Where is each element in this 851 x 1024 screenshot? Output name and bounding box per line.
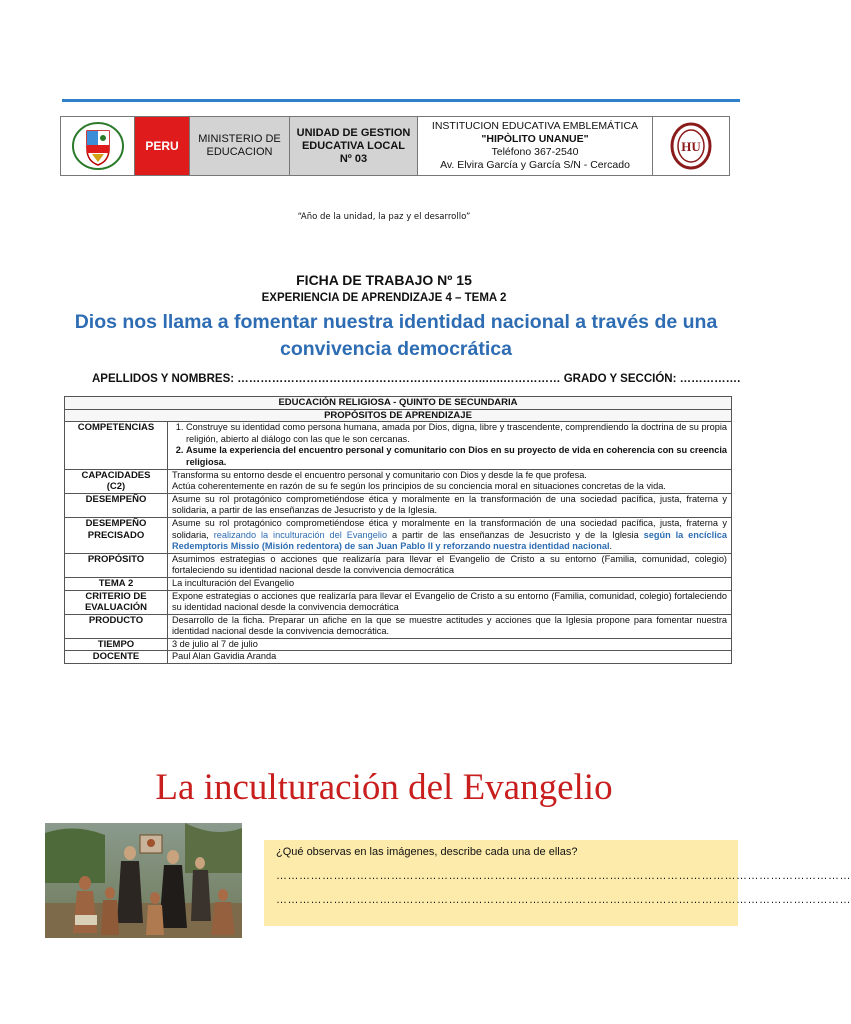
learning-purposes-table <box>64 396 732 664</box>
ugel-label: UNIDAD DE GESTION EDUCATIVA LOCAL Nº 03 <box>290 117 418 175</box>
table-row <box>65 614 732 638</box>
capacidades-cell: Transforma su entorno desde el encuentro personal y comunitario con Dios y desde la fe que profesa. Actúa coherentemente en razón de su fe según los principios de su conciencia moral en situaciones concretas de la vida. <box>168 469 732 493</box>
worksheet-title: FICHA DE TRABAJO Nº 15 <box>296 272 472 288</box>
answer-line[interactable]: …………………………………………………………………………………………………………………………………… <box>276 870 851 882</box>
criterio-cell: Expone estrategias o acciones que realizaría para llevar el Evangelio de Cristo a su entorno (Familia, comunidad, colegio) fortaleciendo su identidad nacional desde la convivencia democrática <box>168 590 732 614</box>
peru-coat-of-arms <box>61 117 135 175</box>
producto-cell: Desarrollo de la ficha. Preparar un afiche en la que se muestre actitudes y acciones que la Iglesia propone para fomentar nuestra identidad nacional desde la convivencia democrática. <box>168 614 732 638</box>
row-label: TIEMPO <box>65 638 168 651</box>
course-header: EDUCACIÓN RELIGIOSA - QUINTO DE SECUNDARIA <box>65 397 732 410</box>
proposito-cell: Asumimos estrategias o acciones que realizaría para llevar el Evangelio de Cristo a su entorno (Familia, comunidad, colegio) fortaleciendo su identidad nacional desde la convivencia democrática <box>168 553 732 577</box>
purposes-header: PROPÓSITOS DE APRENDIZAJE <box>65 409 732 422</box>
institution-phone: Teléfono 367-2540 <box>491 146 579 158</box>
row-label: DESEMPEÑO PRECISADO <box>65 517 168 553</box>
tiempo-cell: 3 de julio al 7 de julio <box>168 638 732 651</box>
row-label: CRITERIO DE EVALUACIÓN <box>65 590 168 614</box>
experience-subtitle: EXPERIENCIA DE APRENDIZAJE 4 – TEMA 2 <box>261 292 507 304</box>
tema-cell: La inculturación del Evangelio <box>168 577 732 590</box>
table-row <box>65 517 732 553</box>
table-row <box>65 422 732 469</box>
school-logo <box>653 117 729 175</box>
institution-address: Av. Elvira García y García S/N - Cercado <box>440 159 630 171</box>
list-item: 2. Asume la experiencia del encuentro personal y comunitario con Dios en su proyecto de vida en coherencia con su creencia religiosa. <box>186 445 727 468</box>
row-label: DESEMPEÑO <box>65 493 168 517</box>
table-row <box>65 577 732 590</box>
table-row <box>65 638 732 651</box>
table-row <box>65 493 732 517</box>
header-top-rule <box>62 99 740 102</box>
table-row <box>65 651 732 664</box>
question-box <box>264 840 851 926</box>
desempeno-precisado-cell: Asume su rol protagónico comprometiéndose ética y moralmente en la transformación de una sociedad pacífica, justa, fraterna y solidaria, realizando la inculturación del Evangelio a partir de las enseñanzas de Jesucristo y de la Iglesia según la encíclica Redemptoris Missio (Misión redentora) de san Juan Pablo II y reforzando nuestra identidad nacional. <box>168 517 732 553</box>
table-row <box>65 469 732 493</box>
question-prompt: ¿Qué observas en las imágenes, describe cada una de ellas? <box>276 846 578 858</box>
main-title: Dios nos llama a fomentar nuestra identidad nacional a través de una convivencia democrática <box>74 311 718 360</box>
institution-info <box>418 117 653 175</box>
desempeno-cell: Asume su rol protagónico comprometiéndose ética y moralmente en la transformación de una sociedad pacífica, justa, fraterna y solidaria, a partir de las enseñanzas de Jesucristo y de la Iglesia. <box>168 493 732 517</box>
docente-cell: Paul Alan Gavidia Aranda <box>168 651 732 664</box>
institution-name: "HIPÒLITO UNANUE" <box>481 133 589 145</box>
year-motto: “Año de la unidad, la paz y el desarrollo” <box>297 212 471 222</box>
list-item: 1. Construye su identidad como persona humana, amada por Dios, digna, libre y trascendente, comprendiendo la doctrina de su propia religión, abierto al diálogo con las que le son cercanas. <box>186 422 727 445</box>
missionary-painting <box>45 823 242 938</box>
country-label: PERU <box>135 117 190 175</box>
student-name-line: APELLIDOS Y NOMBRES: ………………………………………………………..…..…………… GRADO Y SECCIÓN: ……………. <box>92 373 741 385</box>
row-label: COMPETENCIAS <box>65 422 168 469</box>
competencias-cell <box>168 422 732 469</box>
row-label: TEMA 2 <box>65 577 168 590</box>
table-row <box>65 590 732 614</box>
row-label: DOCENTE <box>65 651 168 664</box>
ministry-label: MINISTERIO DE EDUCACION <box>190 117 290 175</box>
table-row <box>65 553 732 577</box>
institution-type: INSTITUCION EDUCATIVA EMBLEMÁTICA <box>431 120 639 132</box>
institution-header <box>60 116 730 176</box>
row-label: CAPACIDADES (C2) <box>65 469 168 493</box>
answer-line[interactable]: …………………………………………………………………………………………………………………………………… <box>276 894 851 906</box>
section-title: La inculturación del Evangelio <box>155 767 613 808</box>
svg-text:HU: HU <box>681 139 701 154</box>
row-label: PRODUCTO <box>65 614 168 638</box>
row-label: PROPÓSITO <box>65 553 168 577</box>
